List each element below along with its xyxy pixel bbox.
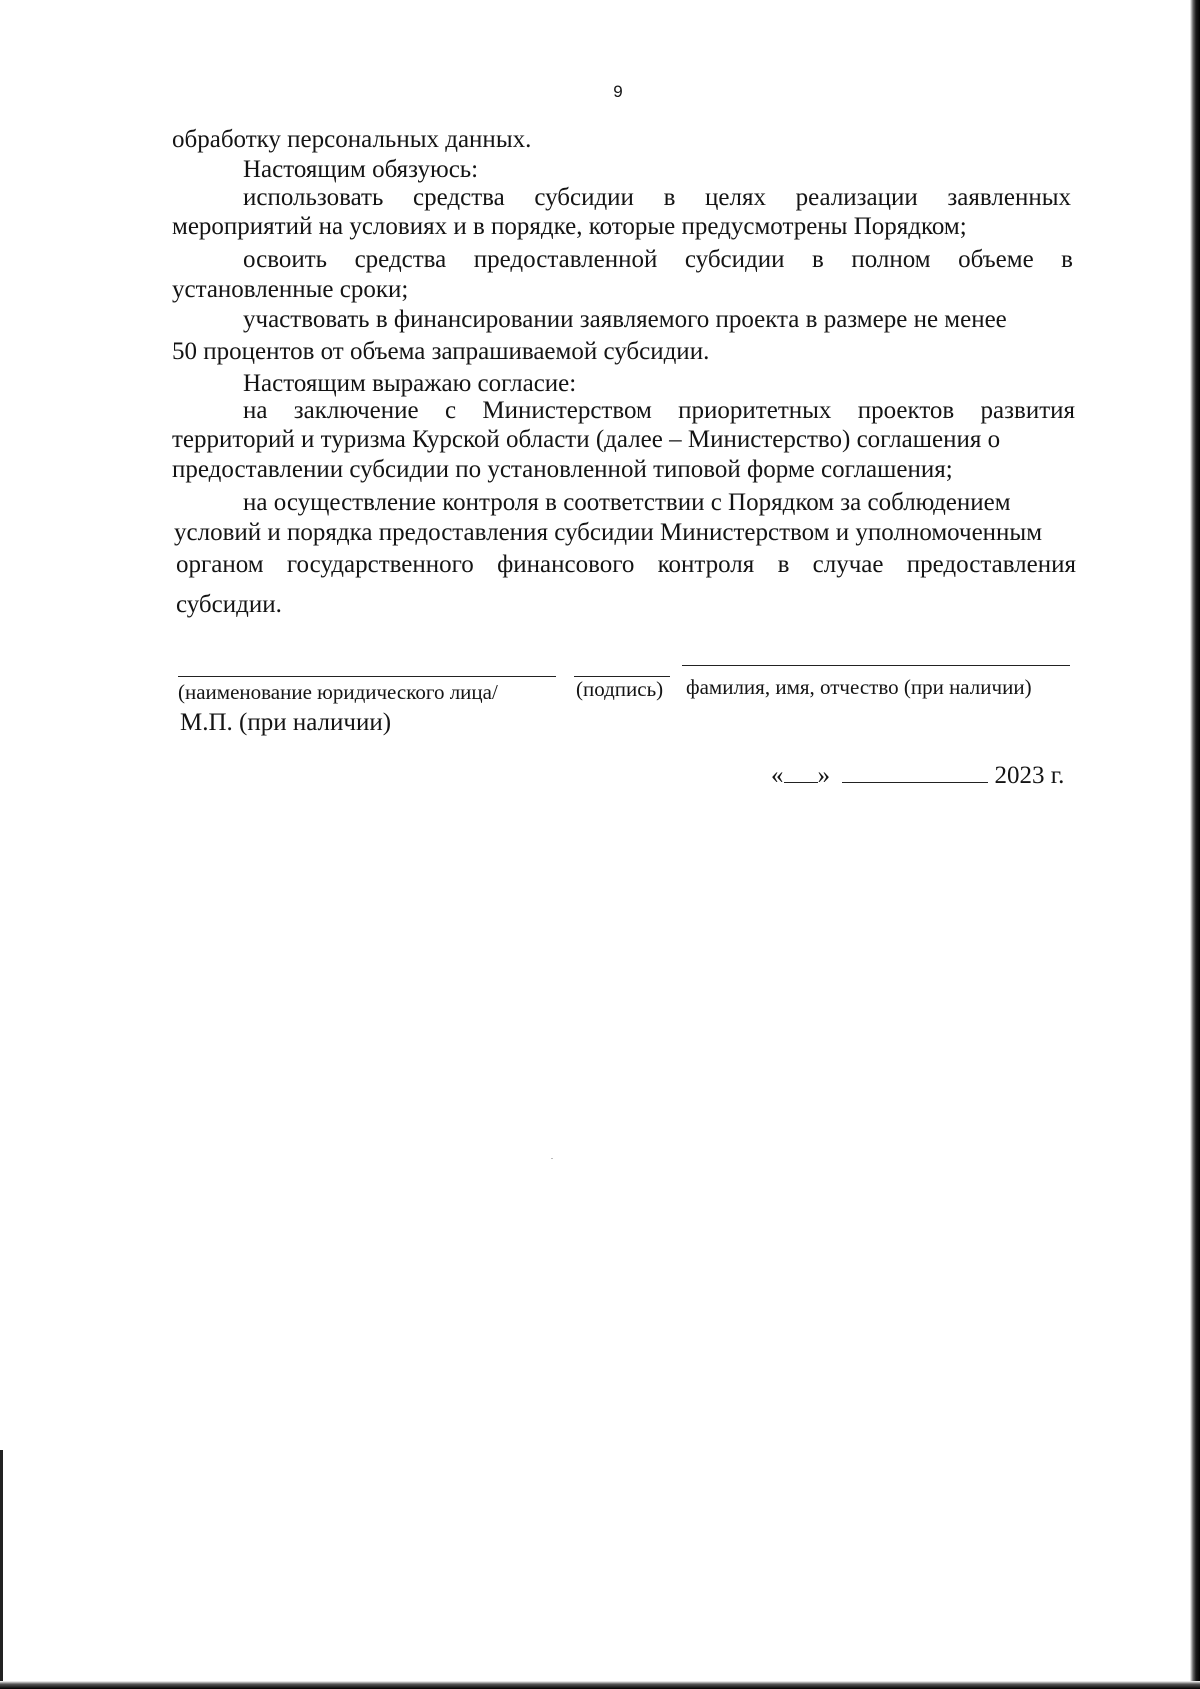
scan-edge-bottom	[0, 1681, 1200, 1689]
date-day-blank	[784, 760, 818, 783]
paragraph-line: мероприятий на условиях и в порядке, которые предусмотрены Порядком;	[172, 213, 967, 240]
page-number: 9	[613, 82, 623, 101]
scan-edge-left	[0, 1450, 3, 1689]
stamp-placeholder: М.П. (при наличии)	[180, 709, 392, 736]
paragraph-line: органом государственного финансового контроля в случае предоставления	[176, 551, 1076, 578]
paragraph-heading-obligations: Настоящим обязуюсь:	[243, 156, 479, 183]
scan-speck	[551, 1158, 553, 1159]
caption-full-name: фамилия, имя, отчество (при наличии)	[686, 675, 1032, 699]
caption-organization: (наименование юридического лица/	[178, 680, 498, 704]
date-year: 2023 г.	[994, 762, 1065, 789]
paragraph-line: обработку персональных данных.	[172, 126, 532, 153]
date-close-quote: »	[817, 762, 830, 789]
date-month-blank	[842, 760, 988, 783]
paragraph-line: установленные сроки;	[172, 276, 409, 303]
paragraph-line: участвовать в финансировании заявляемого проекта в размере не менее	[243, 306, 1007, 333]
paragraph-line: территорий и туризма Курской области (далее – Министерство) соглашения о	[172, 426, 1001, 453]
paragraph-line: предоставлении субсидии по установленной типовой форме соглашения;	[172, 456, 953, 483]
paragraph-line: 50 процентов от объема запрашиваемой субсидии.	[172, 338, 710, 365]
paragraph-line: на заключение с Министерством приоритетных проектов развития	[243, 397, 1075, 424]
signature-line-organization	[178, 676, 556, 677]
caption-signature: (подпись)	[576, 677, 664, 701]
paragraph-line: условий и порядка предоставления субсидии Министерством и уполномоченным	[174, 519, 1043, 546]
paragraph-heading-consent: Настоящим выражаю согласие:	[243, 370, 577, 397]
paragraph-line: на осуществление контроля в соответствии с Порядком за соблюдением	[243, 489, 1011, 516]
scan-edge-right	[1190, 0, 1200, 1689]
date-open-quote: «	[771, 762, 784, 789]
signature-line-full-name	[682, 665, 1070, 666]
paragraph-line: субсидии.	[176, 591, 282, 618]
date-line	[771, 760, 1077, 792]
paragraph-line: освоить средства предоставленной субсидии в полном объеме в	[243, 246, 1073, 273]
paragraph-line: использовать средства субсидии в целях реализации заявленных	[243, 184, 1071, 211]
